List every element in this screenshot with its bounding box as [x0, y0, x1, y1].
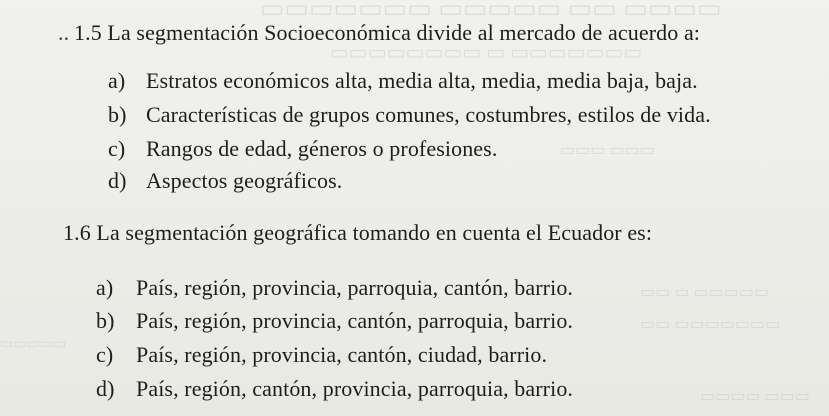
show-through-marks: ▭▭▭▭▭ ▭ ▭▭: [640, 284, 769, 301]
option-text: Aspectos geográficos.: [146, 168, 343, 193]
show-through-marks: ▭▭▭▭▭▭▭ ▭▭: [640, 316, 781, 333]
option-c: [96, 342, 547, 368]
show-through-marks: ▭▭▭▭▭: [0, 337, 67, 352]
option-text: País, región, provincia, parroquia, cantón, barrio.: [136, 275, 574, 300]
option-text: Estratos económicos alta, media alta, media, media baja, baja.: [146, 68, 698, 93]
option-letter: b): [96, 308, 115, 333]
stray-marks: ..: [58, 20, 70, 45]
option-letter: d): [96, 376, 115, 401]
option-b: [96, 308, 573, 334]
option-text: Características de grupos comunes, costumbres, estilos de vida.: [146, 102, 711, 127]
option-letter: b): [108, 102, 127, 127]
option-c: [108, 136, 497, 162]
question-stem: 1.5 La segmentación Socioeconómica divide al mercado de acuerdo a:: [74, 20, 701, 45]
option-a: [108, 68, 698, 94]
show-through-marks: ▭▭▭ ▭▭▭: [560, 142, 655, 159]
option-text: País, región, provincia, cantón, parroquia, barrio.: [136, 308, 574, 333]
show-through-marks: ▭▭▭ ▭▭▭▭: [700, 388, 810, 405]
option-letter: a): [108, 68, 126, 93]
option-d: [96, 376, 573, 402]
option-letter: d): [108, 168, 127, 193]
option-text: País, región, provincia, cantón, ciudad, barrio.: [136, 342, 548, 367]
option-text: Rangos de edad, géneros o profesiones.: [146, 136, 498, 161]
show-through-marks: ▭▭▭▭▭▭▭ ▭ ▭▭▭▭▭▭▭▭: [330, 42, 643, 64]
option-d: [108, 168, 342, 194]
option-a: [96, 275, 573, 301]
option-letter: c): [108, 136, 126, 161]
option-b: [108, 102, 711, 128]
question-stem: 1.6 La segmentación geográfica tomando en cuenta el Ecuador es:: [63, 220, 653, 245]
option-letter: a): [96, 275, 114, 300]
show-through-marks: ▭▭▭▭ ▭▭ ▭▭▭▭▭ ▭▭▭▭▭▭▭: [260, 0, 722, 23]
option-text: País, región, cantón, provincia, parroquia, barrio.: [136, 376, 574, 401]
option-letter: c): [96, 342, 114, 367]
